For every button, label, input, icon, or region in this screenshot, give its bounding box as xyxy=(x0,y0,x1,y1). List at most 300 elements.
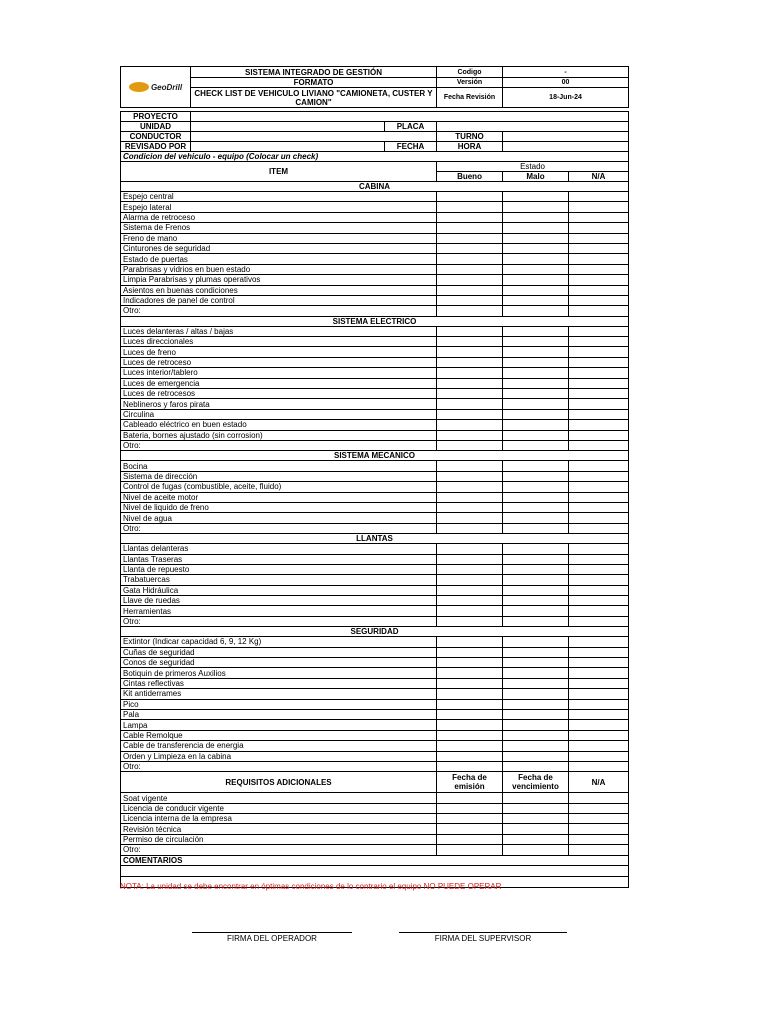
item-label: Espejo lateral xyxy=(121,202,437,212)
requirement-label: Revisión técnica xyxy=(121,824,437,834)
checklist-row xyxy=(121,709,629,719)
driver-field[interactable] xyxy=(191,132,437,142)
na-checkbox[interactable] xyxy=(569,264,629,274)
malo-checkbox[interactable] xyxy=(503,564,569,574)
bueno-checkbox[interactable] xyxy=(437,347,503,357)
req-na-checkbox[interactable] xyxy=(569,845,629,855)
item-label: Asientos en buenas condiciones xyxy=(121,285,437,295)
bueno-checkbox[interactable] xyxy=(437,212,503,222)
malo-checkbox[interactable] xyxy=(503,202,569,212)
item-label: Otro: xyxy=(121,616,437,626)
na-checkbox[interactable] xyxy=(569,399,629,409)
unit-label: UNIDAD xyxy=(121,122,191,132)
na-checkbox[interactable] xyxy=(569,741,629,751)
checklist-row xyxy=(121,212,629,222)
issue-date-field[interactable] xyxy=(437,834,503,844)
checklist-row xyxy=(121,326,629,336)
supervisor-signature-label: FIRMA DEL SUPERVISOR xyxy=(434,934,532,943)
malo-checkbox[interactable] xyxy=(503,264,569,274)
na-checkbox[interactable] xyxy=(569,699,629,709)
na-checkbox[interactable] xyxy=(569,544,629,554)
na-checkbox[interactable] xyxy=(569,513,629,523)
project-field[interactable] xyxy=(191,112,629,122)
malo-checkbox[interactable] xyxy=(503,378,569,388)
bueno-checkbox[interactable] xyxy=(437,720,503,730)
na-checkbox[interactable] xyxy=(569,202,629,212)
malo-checkbox[interactable] xyxy=(503,720,569,730)
version-value: 00 xyxy=(503,78,629,88)
na-checkbox[interactable] xyxy=(569,482,629,492)
bueno-checkbox[interactable] xyxy=(437,585,503,595)
bueno-checkbox[interactable] xyxy=(437,699,503,709)
issue-date-field[interactable] xyxy=(437,814,503,824)
expiry-date-field[interactable] xyxy=(503,803,569,813)
na-checkbox[interactable] xyxy=(569,751,629,761)
warning-note: NOTA: La unidad se debe encontrar en óptimas condiciones de lo contrario el equipo NO PUEDE OPERAR xyxy=(120,882,502,891)
na-checkbox[interactable] xyxy=(569,709,629,719)
checklist-row xyxy=(121,575,629,585)
malo-checkbox[interactable] xyxy=(503,275,569,285)
malo-checkbox[interactable] xyxy=(503,254,569,264)
supervisor-signature-line[interactable] xyxy=(399,932,567,933)
item-label: Llantas Traseras xyxy=(121,554,437,564)
checklist-row xyxy=(121,637,629,647)
bueno-checkbox[interactable] xyxy=(437,482,503,492)
checklist-row xyxy=(121,668,629,678)
na-checkbox[interactable] xyxy=(569,430,629,440)
na-checkbox[interactable] xyxy=(569,212,629,222)
malo-checkbox[interactable] xyxy=(503,368,569,378)
instruction-text: Condicion del vehiculo - equipo (Colocar un check) xyxy=(121,152,629,162)
item-label: Nivel de aceite motor xyxy=(121,492,437,502)
malo-checkbox[interactable] xyxy=(503,212,569,222)
malo-checkbox[interactable] xyxy=(503,513,569,523)
checklist-row xyxy=(121,285,629,295)
checklist-row xyxy=(121,616,629,626)
malo-checkbox[interactable] xyxy=(503,637,569,647)
bueno-checkbox[interactable] xyxy=(437,564,503,574)
na-checkbox[interactable] xyxy=(569,461,629,471)
checklist-row xyxy=(121,492,629,502)
section-header: CABINA xyxy=(121,182,629,192)
malo-checkbox[interactable] xyxy=(503,326,569,336)
na-checkbox[interactable] xyxy=(569,554,629,564)
malo-checkbox[interactable] xyxy=(503,295,569,305)
malo-checkbox[interactable] xyxy=(503,585,569,595)
malo-checkbox[interactable] xyxy=(503,461,569,471)
checklist-row xyxy=(121,295,629,305)
req-na-checkbox[interactable] xyxy=(569,834,629,844)
na-checkbox[interactable] xyxy=(569,761,629,771)
bueno-checkbox[interactable] xyxy=(437,461,503,471)
checklist-row xyxy=(121,254,629,264)
bueno-checkbox[interactable] xyxy=(437,420,503,430)
issue-date-field[interactable] xyxy=(437,824,503,834)
bueno-checkbox[interactable] xyxy=(437,689,503,699)
checklist-row xyxy=(121,368,629,378)
reviewed-by-label: REVISADO POR xyxy=(121,142,191,152)
req-na-header: N/A xyxy=(569,772,629,793)
item-label: Espejo central xyxy=(121,192,437,202)
section-header: LLANTAS xyxy=(121,534,629,544)
bueno-checkbox[interactable] xyxy=(437,658,503,668)
bueno-checkbox[interactable] xyxy=(437,378,503,388)
checklist-row xyxy=(121,523,629,533)
item-label: Extintor (Indicar capacidad 6, 9, 12 Kg) xyxy=(121,637,437,647)
bueno-checkbox[interactable] xyxy=(437,544,503,554)
code-value: - xyxy=(503,67,629,78)
item-label: Nivel de agua xyxy=(121,513,437,523)
malo-checkbox[interactable] xyxy=(503,678,569,688)
na-checkbox[interactable] xyxy=(569,233,629,243)
item-label: Otro: xyxy=(121,523,437,533)
checklist-row xyxy=(121,689,629,699)
driver-label: CONDUCTOR xyxy=(121,132,191,142)
requirement-row xyxy=(121,803,629,813)
bueno-checkbox[interactable] xyxy=(437,233,503,243)
checklist-row xyxy=(121,554,629,564)
item-label: Luces interior/tablero xyxy=(121,368,437,378)
item-label: Luces de retroceso xyxy=(121,357,437,367)
malo-checkbox[interactable] xyxy=(503,409,569,419)
malo-checkbox[interactable] xyxy=(503,730,569,740)
logo xyxy=(121,67,191,108)
checklist-row xyxy=(121,513,629,523)
na-checkbox[interactable] xyxy=(569,678,629,688)
malo-checkbox[interactable] xyxy=(503,502,569,512)
req-na-checkbox[interactable] xyxy=(569,803,629,813)
malo-checkbox[interactable] xyxy=(503,658,569,668)
na-checkbox[interactable] xyxy=(569,606,629,616)
bueno-checkbox[interactable] xyxy=(437,254,503,264)
na-checkbox[interactable] xyxy=(569,254,629,264)
bueno-checkbox[interactable] xyxy=(437,306,503,316)
expiry-date-field[interactable] xyxy=(503,834,569,844)
malo-checkbox[interactable] xyxy=(503,389,569,399)
checklist-row xyxy=(121,192,629,202)
checklist-row xyxy=(121,730,629,740)
item-label: Cintas reflectivas xyxy=(121,678,437,688)
checklist-row xyxy=(121,378,629,388)
requirement-row xyxy=(121,834,629,844)
code-label: Codigo xyxy=(437,67,503,78)
expiry-date-field[interactable] xyxy=(503,824,569,834)
item-label: Nivel de liquido de freno xyxy=(121,502,437,512)
req-na-checkbox[interactable] xyxy=(569,824,629,834)
na-checkbox[interactable] xyxy=(569,689,629,699)
checklist-row xyxy=(121,741,629,751)
bueno-checkbox[interactable] xyxy=(437,606,503,616)
malo-checkbox[interactable] xyxy=(503,223,569,233)
malo-checkbox[interactable] xyxy=(503,761,569,771)
na-checkbox[interactable] xyxy=(569,720,629,730)
bueno-checkbox[interactable] xyxy=(437,357,503,367)
checklist-row xyxy=(121,658,629,668)
bueno-header: Bueno xyxy=(437,172,503,182)
item-label: Pala xyxy=(121,709,437,719)
item-label: Neblineros y faros pirata xyxy=(121,399,437,409)
na-checkbox[interactable] xyxy=(569,295,629,305)
revision-label: Fecha Revisión xyxy=(437,88,503,108)
requirement-label: Permiso de circulación xyxy=(121,834,437,844)
checklist-row xyxy=(121,306,629,316)
bueno-checkbox[interactable] xyxy=(437,492,503,502)
bueno-checkbox[interactable] xyxy=(437,368,503,378)
date-label: FECHA xyxy=(385,142,437,152)
bueno-checkbox[interactable] xyxy=(437,202,503,212)
bueno-checkbox[interactable] xyxy=(437,575,503,585)
na-checkbox[interactable] xyxy=(569,285,629,295)
bueno-checkbox[interactable] xyxy=(437,678,503,688)
operator-signature-label: FIRMA DEL OPERADOR xyxy=(227,934,317,943)
checklist-row xyxy=(121,202,629,212)
na-checkbox[interactable] xyxy=(569,347,629,357)
na-checkbox[interactable] xyxy=(569,471,629,481)
item-label: Pico xyxy=(121,699,437,709)
bueno-checkbox[interactable] xyxy=(437,668,503,678)
bueno-checkbox[interactable] xyxy=(437,192,503,202)
malo-checkbox[interactable] xyxy=(503,471,569,481)
bueno-checkbox[interactable] xyxy=(437,596,503,606)
malo-checkbox[interactable] xyxy=(503,306,569,316)
bueno-checkbox[interactable] xyxy=(437,264,503,274)
malo-checkbox[interactable] xyxy=(503,647,569,657)
requirement-label: Licencia de conducir vigente xyxy=(121,803,437,813)
checklist-row xyxy=(121,420,629,430)
malo-checkbox[interactable] xyxy=(503,440,569,450)
item-label: Gata Hidráulica xyxy=(121,585,437,595)
na-checkbox[interactable] xyxy=(569,192,629,202)
requirement-row xyxy=(121,793,629,803)
na-checkbox[interactable] xyxy=(569,326,629,336)
malo-checkbox[interactable] xyxy=(503,420,569,430)
item-header: ITEM xyxy=(121,162,437,182)
bueno-checkbox[interactable] xyxy=(437,637,503,647)
issue-date-field[interactable] xyxy=(437,803,503,813)
malo-checkbox[interactable] xyxy=(503,492,569,502)
unit-field[interactable] xyxy=(191,122,385,132)
hour-field[interactable] xyxy=(503,142,629,152)
item-label: Llanta de repuesto xyxy=(121,564,437,574)
malo-checkbox[interactable] xyxy=(503,430,569,440)
format-label: FORMATO xyxy=(191,78,437,88)
malo-checkbox[interactable] xyxy=(503,741,569,751)
malo-checkbox[interactable] xyxy=(503,285,569,295)
malo-checkbox[interactable] xyxy=(503,616,569,626)
plate-field[interactable] xyxy=(437,122,629,132)
bueno-checkbox[interactable] xyxy=(437,389,503,399)
na-checkbox[interactable] xyxy=(569,378,629,388)
na-checkbox[interactable] xyxy=(569,275,629,285)
na-checkbox[interactable] xyxy=(569,368,629,378)
bueno-checkbox[interactable] xyxy=(437,295,503,305)
na-checkbox[interactable] xyxy=(569,730,629,740)
expiry-date-field[interactable] xyxy=(503,814,569,824)
na-checkbox[interactable] xyxy=(569,337,629,347)
bueno-checkbox[interactable] xyxy=(437,741,503,751)
na-checkbox[interactable] xyxy=(569,564,629,574)
section-header: SISTEMA MECANICO xyxy=(121,451,629,461)
bueno-checkbox[interactable] xyxy=(437,730,503,740)
logo-text: GeoDrill xyxy=(150,82,183,92)
bueno-checkbox[interactable] xyxy=(437,409,503,419)
bueno-checkbox[interactable] xyxy=(437,285,503,295)
item-label: Botiquin de primeros Auxilios xyxy=(121,668,437,678)
checklist-row xyxy=(121,337,629,347)
malo-checkbox[interactable] xyxy=(503,337,569,347)
malo-checkbox[interactable] xyxy=(503,357,569,367)
doc-title: CHECK LIST DE VEHICULO LIVIANO "CAMIONETA, CUSTER Y CAMION" xyxy=(191,88,437,108)
checklist-row xyxy=(121,243,629,253)
item-label: Luces delanteras / altas / bajas xyxy=(121,326,437,336)
req-na-checkbox[interactable] xyxy=(569,814,629,824)
na-checkbox[interactable] xyxy=(569,243,629,253)
na-checkbox[interactable] xyxy=(569,357,629,367)
malo-checkbox[interactable] xyxy=(503,544,569,554)
na-checkbox[interactable] xyxy=(569,389,629,399)
bueno-checkbox[interactable] xyxy=(437,554,503,564)
malo-checkbox[interactable] xyxy=(503,554,569,564)
bueno-checkbox[interactable] xyxy=(437,751,503,761)
item-label: Llave de ruedas xyxy=(121,596,437,606)
item-label: Circulina xyxy=(121,409,437,419)
bueno-checkbox[interactable] xyxy=(437,647,503,657)
item-label: Luces direccionales xyxy=(121,337,437,347)
requirement-label: Soat vigente xyxy=(121,793,437,803)
bueno-checkbox[interactable] xyxy=(437,709,503,719)
estado-header: Estado xyxy=(437,162,629,172)
malo-checkbox[interactable] xyxy=(503,482,569,492)
bueno-checkbox[interactable] xyxy=(437,502,503,512)
malo-checkbox[interactable] xyxy=(503,709,569,719)
reviewed-by-field[interactable] xyxy=(191,142,385,152)
checklist-row xyxy=(121,544,629,554)
bueno-checkbox[interactable] xyxy=(437,616,503,626)
malo-checkbox[interactable] xyxy=(503,751,569,761)
malo-checkbox[interactable] xyxy=(503,596,569,606)
expiry-date-field[interactable] xyxy=(503,793,569,803)
malo-checkbox[interactable] xyxy=(503,699,569,709)
requirement-label: Otro: xyxy=(121,845,437,855)
operator-signature-line[interactable] xyxy=(192,932,352,933)
na-checkbox[interactable] xyxy=(569,492,629,502)
na-checkbox[interactable] xyxy=(569,409,629,419)
expiry-date-field[interactable] xyxy=(503,845,569,855)
na-checkbox[interactable] xyxy=(569,658,629,668)
item-label: Herramientas xyxy=(121,606,437,616)
na-checkbox[interactable] xyxy=(569,668,629,678)
malo-checkbox[interactable] xyxy=(503,399,569,409)
item-label: Cable Remolque xyxy=(121,730,437,740)
checklist-row xyxy=(121,720,629,730)
bueno-checkbox[interactable] xyxy=(437,430,503,440)
item-label: Lampa xyxy=(121,720,437,730)
malo-checkbox[interactable] xyxy=(503,523,569,533)
issue-date-field[interactable] xyxy=(437,793,503,803)
na-checkbox[interactable] xyxy=(569,647,629,657)
checklist-row xyxy=(121,585,629,595)
bueno-checkbox[interactable] xyxy=(437,761,503,771)
req-na-checkbox[interactable] xyxy=(569,793,629,803)
checklist-row xyxy=(121,233,629,243)
bueno-checkbox[interactable] xyxy=(437,275,503,285)
system-title: SISTEMA INTEGRADO DE GESTIÓN xyxy=(191,67,437,78)
item-label: Limpia Parabrisas y plumas operativos xyxy=(121,275,437,285)
comments-field[interactable] xyxy=(121,865,629,876)
item-label: Otro: xyxy=(121,761,437,771)
bueno-checkbox[interactable] xyxy=(437,326,503,336)
na-checkbox[interactable] xyxy=(569,575,629,585)
checklist-row xyxy=(121,347,629,357)
geodrill-logo-icon xyxy=(129,82,149,92)
version-label: Versión xyxy=(437,78,503,88)
bueno-checkbox[interactable] xyxy=(437,399,503,409)
malo-checkbox[interactable] xyxy=(503,575,569,585)
shift-label: TURNO xyxy=(437,132,503,142)
checklist-row xyxy=(121,399,629,409)
na-checkbox[interactable] xyxy=(569,420,629,430)
na-checkbox[interactable] xyxy=(569,440,629,450)
revision-value: 18-Jun-24 xyxy=(503,88,629,108)
malo-checkbox[interactable] xyxy=(503,192,569,202)
malo-checkbox[interactable] xyxy=(503,668,569,678)
na-checkbox[interactable] xyxy=(569,596,629,606)
item-label: Luces de freno xyxy=(121,347,437,357)
checklist-row xyxy=(121,678,629,688)
malo-checkbox[interactable] xyxy=(503,243,569,253)
item-label: Control de fugas (combustible, aceite, fluido) xyxy=(121,482,437,492)
malo-checkbox[interactable] xyxy=(503,606,569,616)
issue-date-header: Fecha de emisión xyxy=(437,772,503,793)
checklist-row xyxy=(121,409,629,419)
malo-checkbox[interactable] xyxy=(503,233,569,243)
item-label: Orden y Limpieza en la cabina xyxy=(121,751,437,761)
bueno-checkbox[interactable] xyxy=(437,513,503,523)
bueno-checkbox[interactable] xyxy=(437,471,503,481)
na-checkbox[interactable] xyxy=(569,223,629,233)
bueno-checkbox[interactable] xyxy=(437,223,503,233)
checklist-row xyxy=(121,647,629,657)
expiry-date-header: Fecha de vencimiento xyxy=(503,772,569,793)
checklist-row xyxy=(121,564,629,574)
requirement-row xyxy=(121,845,629,855)
malo-checkbox[interactable] xyxy=(503,347,569,357)
na-checkbox[interactable] xyxy=(569,585,629,595)
item-label: Freno de mano xyxy=(121,233,437,243)
malo-checkbox[interactable] xyxy=(503,689,569,699)
shift-field[interactable] xyxy=(503,132,629,142)
bueno-checkbox[interactable] xyxy=(437,243,503,253)
checklist-row xyxy=(121,761,629,771)
issue-date-field[interactable] xyxy=(437,845,503,855)
section-header: SEGURIDAD xyxy=(121,627,629,637)
na-checkbox[interactable] xyxy=(569,306,629,316)
na-checkbox[interactable] xyxy=(569,523,629,533)
item-label: Cableado eléctrico en buen estado xyxy=(121,420,437,430)
item-label: Sistema de dirección xyxy=(121,471,437,481)
bueno-checkbox[interactable] xyxy=(437,337,503,347)
na-checkbox[interactable] xyxy=(569,616,629,626)
bueno-checkbox[interactable] xyxy=(437,523,503,533)
na-checkbox[interactable] xyxy=(569,637,629,647)
checklist-row xyxy=(121,440,629,450)
checklist-row xyxy=(121,502,629,512)
item-label: Cable de transferencia de energia xyxy=(121,741,437,751)
na-checkbox[interactable] xyxy=(569,502,629,512)
item-label: Cuñas de seguridad xyxy=(121,647,437,657)
bueno-checkbox[interactable] xyxy=(437,440,503,450)
item-label: Luces de retrocesos xyxy=(121,389,437,399)
